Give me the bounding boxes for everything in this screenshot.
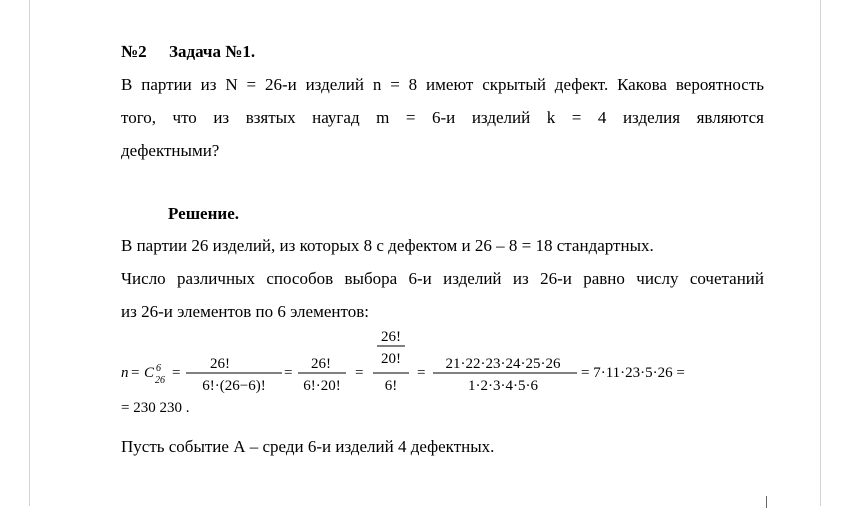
formula-c: C bbox=[144, 365, 155, 381]
solution-title: Решение. bbox=[168, 204, 239, 223]
page-right-edge bbox=[820, 0, 821, 506]
problem-line-2: того, что из взятых наугад m = 6-и изделий k = 4 изделия являются bbox=[121, 108, 764, 127]
solution-line-1: В партии 26 изделий, из которых 8 с дефектом и 26 – 8 = 18 стандартных. bbox=[121, 236, 654, 255]
formula-result: = 230 230 . bbox=[121, 400, 190, 416]
solution-line-2: Число различных способов выбора 6-и изделий из 26-и равно числу сочетаний bbox=[121, 269, 764, 288]
combination-formula bbox=[121, 328, 761, 416]
fraction-3-inner-denominator: 20! bbox=[381, 351, 401, 367]
fraction-2-numerator: 26! bbox=[311, 356, 331, 372]
fraction-4-denominator: 1·2·3·4·5·6 bbox=[468, 378, 538, 394]
page-crop-mark bbox=[766, 496, 767, 508]
formula-eq-4: = bbox=[355, 365, 364, 381]
formula-product: = 7·11·23·5·26 = bbox=[581, 365, 685, 381]
task-heading bbox=[121, 42, 255, 62]
task-number: №2 bbox=[121, 42, 147, 61]
task-title: Задача №1. bbox=[169, 42, 256, 61]
fraction-4-numerator: 21·22·23·24·25·26 bbox=[445, 356, 561, 372]
event-a-line: Пусть событие А – среди 6-и изделий 4 дефектных. bbox=[121, 437, 495, 456]
fraction-2-denominator: 6!·20! bbox=[303, 378, 341, 394]
formula-eq-3: = bbox=[284, 365, 293, 381]
page-left-edge bbox=[29, 0, 30, 506]
formula-c-sup: 6 bbox=[156, 363, 161, 374]
formula-eq-2: = bbox=[172, 365, 181, 381]
fraction-1-numerator: 26! bbox=[210, 356, 230, 372]
formula-n: n bbox=[121, 365, 129, 381]
formula-eq-5: = bbox=[417, 365, 426, 381]
fraction-1-denominator: 6!·(26−6)! bbox=[202, 378, 266, 394]
formula-eq-1: = bbox=[131, 365, 140, 381]
solution-line-3: из 26-и элементов по 6 элементов: bbox=[121, 302, 369, 321]
fraction-3-inner-numerator: 26! bbox=[381, 329, 401, 345]
formula-c-sub: 26 bbox=[155, 375, 165, 386]
problem-line-3: дефектными? bbox=[121, 141, 220, 160]
problem-line-1: В партии из N = 26-и изделий n = 8 имеют скрытый дефект. Какова вероятность bbox=[121, 75, 764, 94]
fraction-3-denominator: 6! bbox=[384, 378, 398, 394]
